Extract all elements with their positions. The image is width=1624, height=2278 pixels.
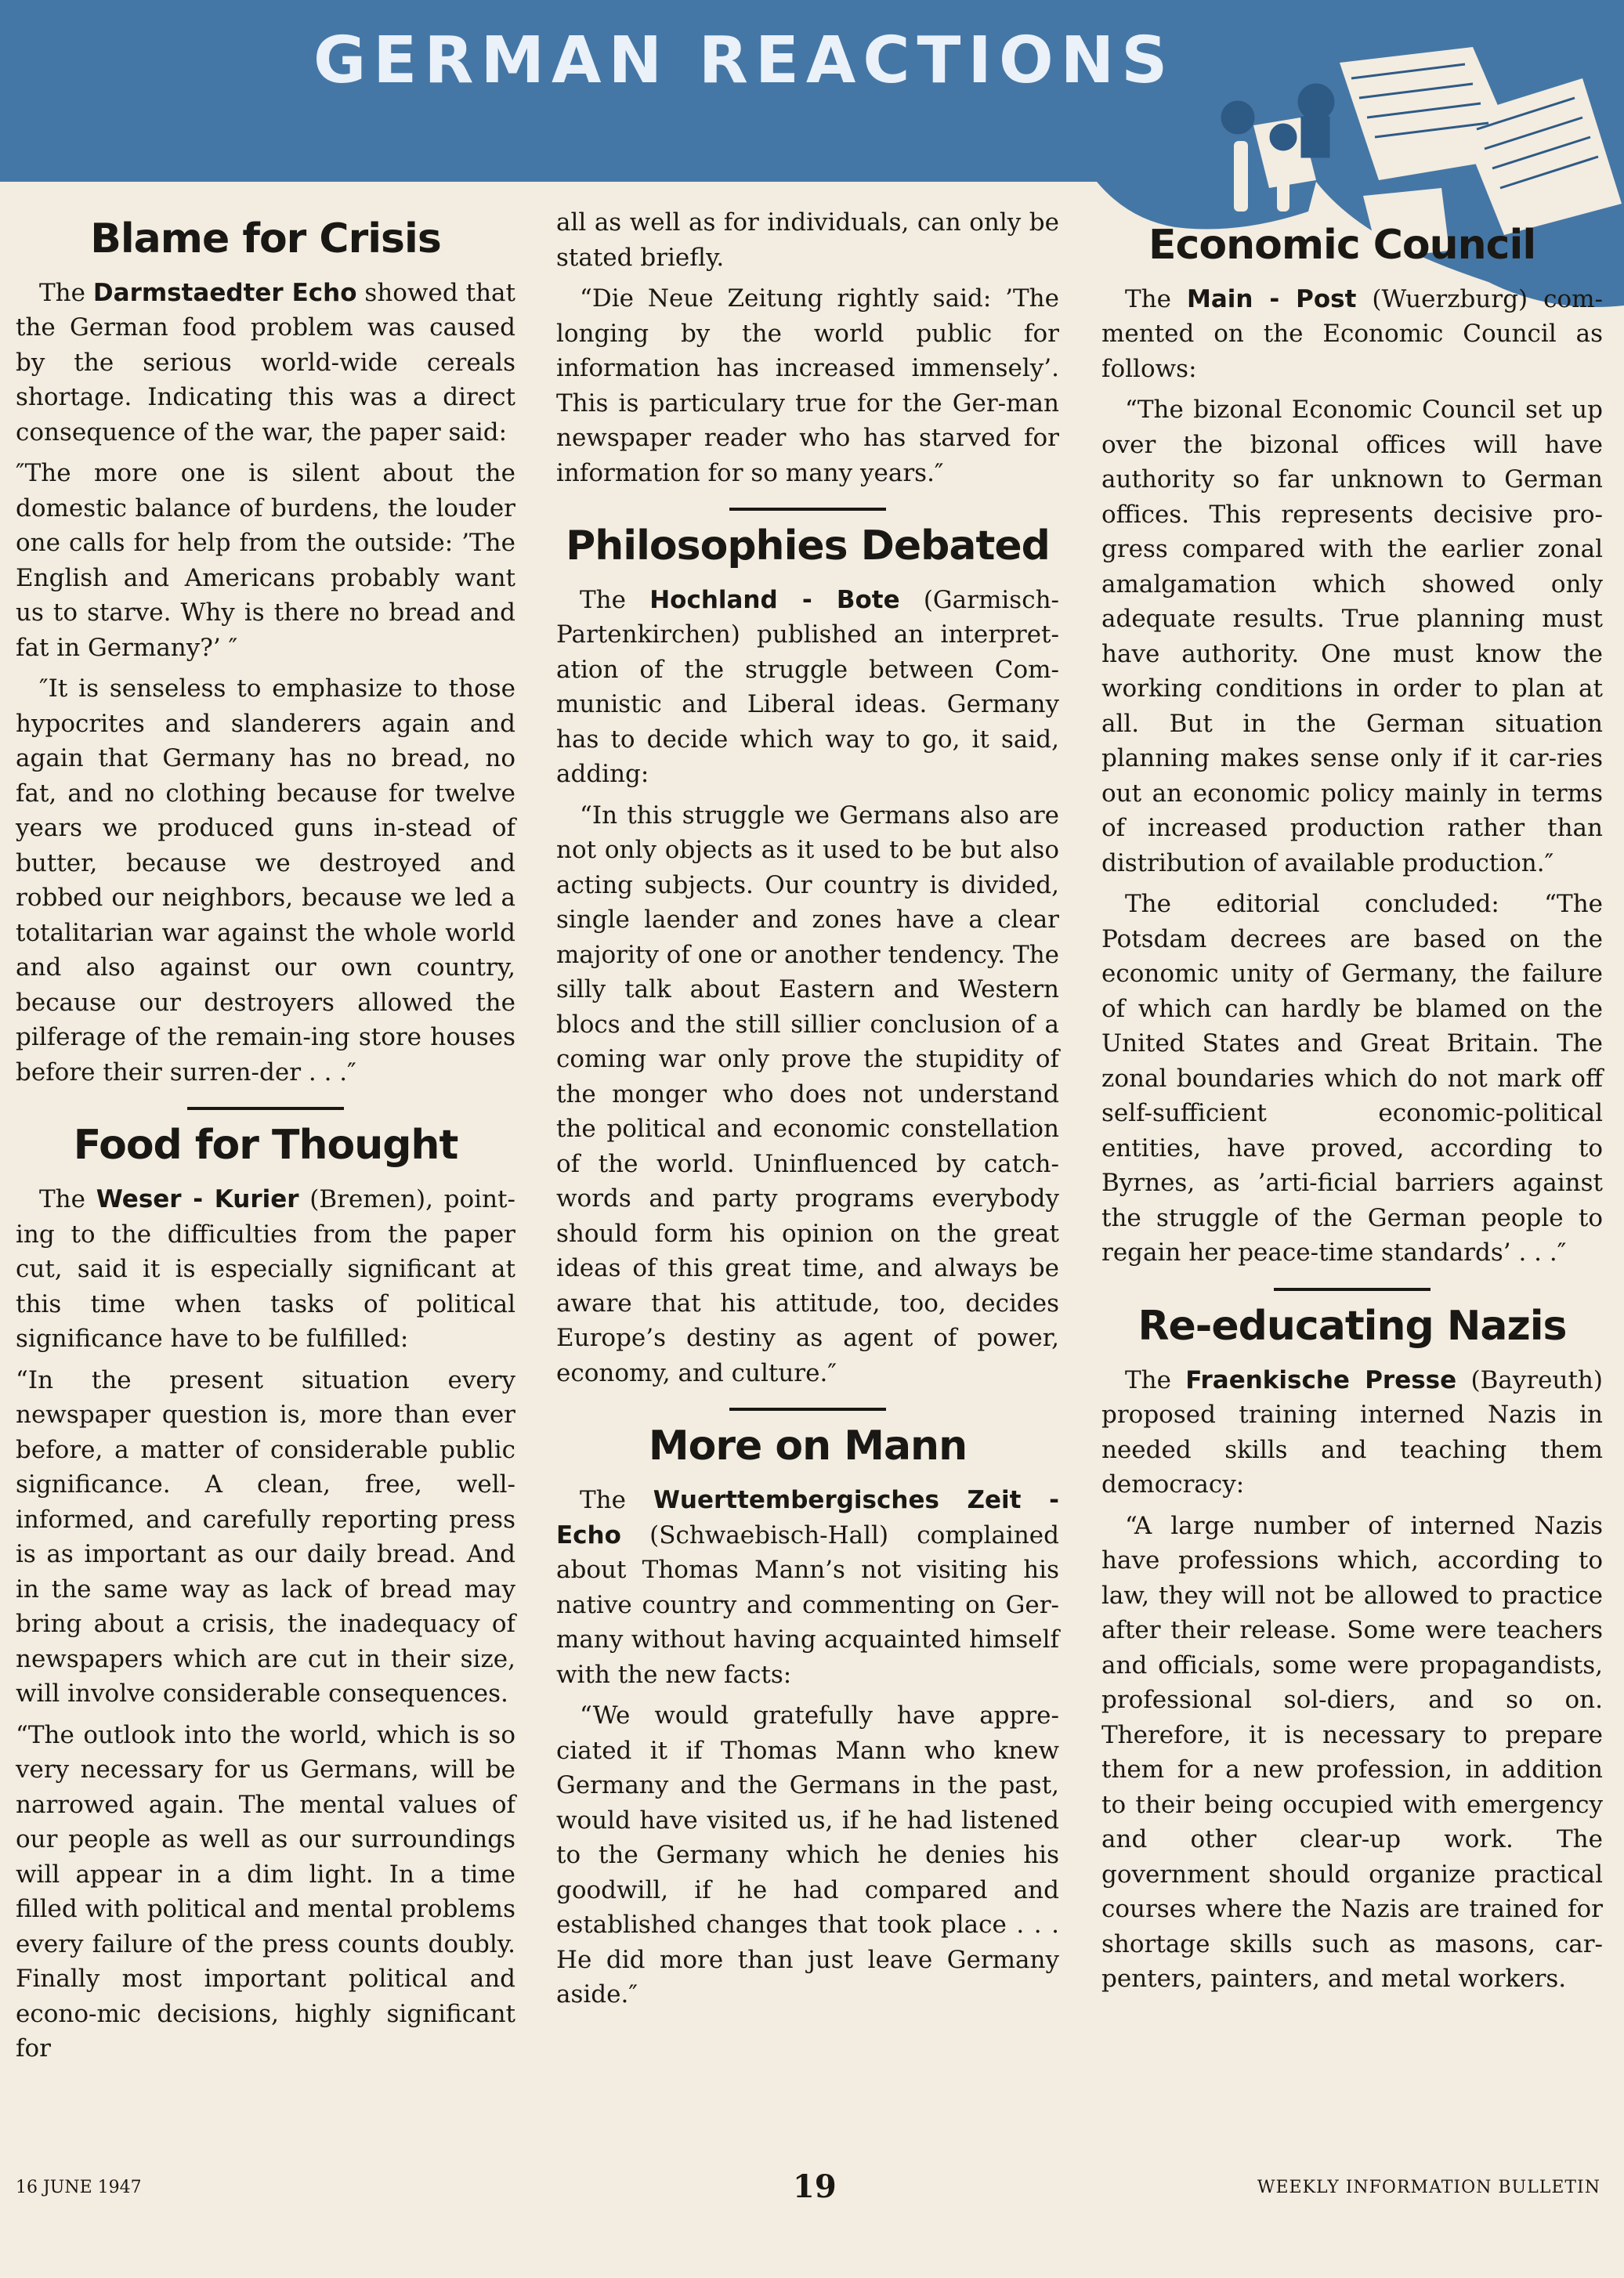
heading-blame-for-crisis: Blame for Crisis bbox=[90, 215, 441, 262]
footer-publication: WEEKLY INFORMATION BULLETIN bbox=[1257, 2178, 1600, 2197]
page-number: 19 bbox=[793, 2168, 837, 2205]
paragraph: The editorial concluded: “The Potsdam decrees are based on the economic unity of Germany, the failure of which can hardly be blamed on the United States and Great Britain. The zonal boundaries which do not mark off self-sufficient economic-political entities, have proved, according to Byrnes, as ’arti-ficial barriers against the struggle of the German people to regain her peace-time standards’ . . .″ bbox=[1101, 890, 1603, 1267]
footer-date: 16 JUNE 1947 bbox=[16, 2178, 142, 2197]
paragraph: “We would gratefully have appre-ciated it if Thomas Mann who knew Germany and the Germans in the past, would have visited us, if he had listened to the Germany which he denies his goodwill, if he had compared and established changes that took place . . . He did more than just leave Germany aside.″ bbox=[556, 1701, 1059, 2009]
section-divider bbox=[187, 1107, 344, 1110]
heading-more-on-mann: More on Mann bbox=[648, 1423, 968, 1470]
text: showed that the German food problem was caused by the serious world-wide cereals shortage. Indicating this was a direct consequence of the war, the paper said: bbox=[16, 278, 515, 447]
column-1 bbox=[16, 205, 515, 2073]
text: (Bremen), point-ing to the difficulties from the paper cut, said it is especially significant at this time when tasks of political significance have to be fulfilled: bbox=[16, 1185, 515, 1354]
text: The bbox=[1125, 1365, 1186, 1394]
text: The bbox=[580, 585, 650, 614]
paragraph bbox=[16, 276, 515, 450]
newspaper-name: Hochland - Bote bbox=[649, 585, 900, 614]
newspaper-name: Darmstaedter Echo bbox=[92, 278, 357, 307]
newspaper-name: Fraenkische Presse bbox=[1185, 1365, 1457, 1394]
paragraph: ″The more one is silent about the domestic balance of burdens, the louder one calls for help from the outside: ’The English and Americans probably want us to starve. Why is there no bread and fat in Germany?’ ″ bbox=[16, 459, 515, 662]
paragraph: “In this struggle we Germans also are not only objects as it used to be but also acting subjects. Our country is divided, single laender and zones have a clear majority of one or another tendency. The silly talk about Eastern and Western blocs and the still sillier conclusion of a coming war only prove the stupidity of the monger who does not understand the political and economic constellation of the world. Uninfluenced by catch-words and party programs everybody should form his opinion on the great ideas of this great time, and always be aware that his attitude, too, decides Europe’s destiny as agent of power, economy, and culture.″ bbox=[556, 801, 1059, 1387]
paragraph bbox=[556, 1483, 1059, 1692]
text: (Bayreuth) proposed training interned Nazis in needed skills and teaching them democracy: bbox=[1101, 1365, 1603, 1499]
banner-title: GERMAN REACTIONS bbox=[313, 24, 1175, 98]
text: The bbox=[39, 278, 93, 307]
text: The bbox=[1125, 284, 1187, 313]
column-2 bbox=[556, 205, 1059, 2019]
heading-re-educating-nazis: Re-educating Nazis bbox=[1138, 1302, 1567, 1350]
paragraph bbox=[556, 583, 1059, 792]
paragraph: “In the present situation every newspaper question is, more than ever before, a matter of considerable public significance. A clean, free, well-informed, and carefully reporting press is as important as our daily bread. And in the same way as lack of bread may bring about a crisis, the inadequacy of newspapers which are cut in their size, will involve considerable consequences. bbox=[16, 1365, 515, 1708]
paragraph: “A large number of interned Nazis have professions which, according to law, they will not be allowed to practice after their release. Some were teachers and officials, some were propagandists, professional sol-diers, and so on. Therefore, it is necessary to prepare them for a new profession, in addition to their being occupied with emergency and other clear-up work. The government should organize practical courses where the Nazis are trained for shortage skills such as masons, car-penters, painters, and metal workers. bbox=[1101, 1511, 1603, 1994]
newspaper-name: Main - Post bbox=[1186, 284, 1357, 313]
section-divider bbox=[729, 1408, 886, 1411]
paragraph: ″It is senseless to emphasize to those hypocrites and slanderers again and again that Germany has no bread, no fat, and no clothing because for twelve years we produced guns in-stead of butter, because we destroyed and robbed our neighbors, because we led a totalitarian war against the whole world and also against our own country, because our destroyers allowed the pilferage of the remain-ing store houses before their surren-der . . .″ bbox=[16, 674, 515, 1087]
text: The bbox=[580, 1486, 653, 1515]
newspaper-name: Weser - Kurier bbox=[96, 1185, 299, 1214]
paragraph bbox=[1101, 282, 1603, 387]
section-divider bbox=[729, 508, 886, 511]
text: (Wuerzburg) com-mented on the Economic Council as follows: bbox=[1101, 284, 1603, 383]
heading-economic-council: Economic Council bbox=[1148, 222, 1536, 269]
paragraph bbox=[16, 1182, 515, 1357]
heading-philosophies-debated: Philosophies Debated bbox=[566, 522, 1050, 570]
text: (Garmisch-Partenkirchen) published an interpret-ation of the struggle between Com-munistic and Liberal ideas. Germany has to decide which way to go, it said, adding: bbox=[556, 585, 1060, 789]
paragraph: all as well as for individuals, can only be stated briefly. bbox=[556, 208, 1059, 272]
paragraph bbox=[1101, 1363, 1603, 1502]
text: The bbox=[39, 1185, 96, 1214]
heading-food-for-thought: Food for Thought bbox=[73, 1122, 458, 1170]
column-3 bbox=[1101, 205, 1603, 2003]
paragraph: “The outlook into the world, which is so very necessary for us Germans, will be narrowed again. The mental values of our people as well as our surroundings will appear in a dim light. In a time filled with political and mental problems every failure of the press counts doubly. Finally most important political and econo-mic decisions, highly significant for bbox=[16, 1720, 515, 2063]
section-divider bbox=[1274, 1288, 1430, 1291]
paragraph: “The bizonal Economic Council set up over the bizonal offices will have authority so far unknown to German offices. This represents decisive pro-gress compared with the earlier zonal amalgamation which showed only adequate results. True planning must have authority. One must know the working conditions in order to plan at all. But in the German situation planning makes sense only if it car-ries out an economic policy mainly in terms of increased production rather than distribution of available production.″ bbox=[1101, 396, 1603, 877]
paragraph: “Die Neue Zeitung rightly said: ’The longing by the world public for information has increased immensely’. This is particulary true for the Ger-man newspaper reader who has starved for information for so many years.″ bbox=[556, 284, 1059, 487]
newspaper-name: Wuerttembergisches Zeit - Echo bbox=[556, 1486, 1059, 1549]
text: (Schwaebisch-Hall) complained about Thomas Mann’s not visiting his native country and commenting on Ger-many without having acquainted himself with the new facts: bbox=[556, 1520, 1059, 1689]
